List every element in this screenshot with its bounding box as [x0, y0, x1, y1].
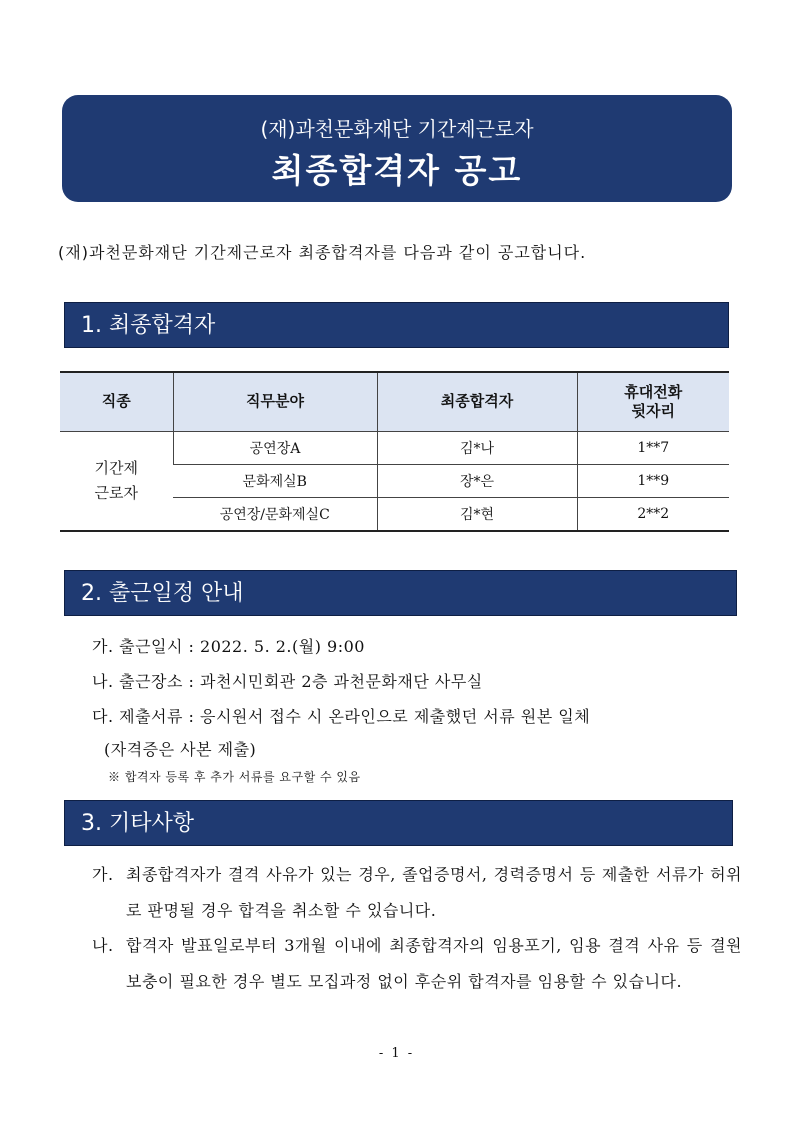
list-item: 다. 제출서류 : 응시원서 접수 시 온라인으로 제출했던 서류 원본 일체 [92, 707, 591, 726]
finalist-name-cell: 장*은 [377, 465, 577, 498]
page-number: - 1 - [378, 1046, 415, 1061]
section-1-heading: 1. 최종합격자 [64, 302, 729, 348]
page-title: 최종합격자 공고 [271, 151, 523, 190]
job-field-cell: 문화제실B [173, 465, 377, 498]
col-header-job-type: 직종 [60, 372, 173, 432]
phone-digits-cell: 2**2 [577, 498, 729, 532]
item-marker: 나. [92, 936, 114, 955]
list-item: 가. 출근일시 : 2022. 5. 2.(월) 9:00 [92, 637, 365, 656]
note-text: ※ 합격자 등록 후 추가 서류를 요구할 수 있음 [108, 770, 361, 784]
list-item: (자격증은 사본 제출) [104, 740, 257, 759]
job-field-cell: 공연장/문화제실C [173, 498, 377, 532]
intro-text: (재)과천문화재단 기간제근로자 최종합격자를 다음과 같이 공고합니다. [58, 243, 587, 262]
finalist-table [60, 371, 729, 532]
finalist-name-cell: 김*현 [377, 498, 577, 532]
job-type-cell: 기간제 근로자 [60, 432, 173, 532]
col-header-phone-digits: 휴대전화 뒷자리 [577, 372, 729, 432]
list-item [92, 928, 742, 1000]
section-2-heading: 2. 출근일정 안내 [64, 570, 737, 616]
banner-subtitle: (재)과천문화재단 기간제근로자 [260, 117, 534, 141]
list-item: 나. 출근장소 : 과천시민회관 2층 과천문화재단 사무실 [92, 672, 483, 691]
table-header-row [60, 372, 729, 432]
col-header-job-field: 직무분야 [173, 372, 377, 432]
table-row [60, 432, 729, 465]
list-item [92, 857, 742, 929]
item-marker: 가. [92, 865, 114, 884]
item-text: 최종합격자가 결격 사유가 있는 경우, 졸업증명서, 경력증명서 등 제출한 서류가 허위로 판명될 경우 합격을 취소할 수 있습니다. [126, 865, 742, 920]
col-header-finalist: 최종합격자 [377, 372, 577, 432]
item-text: 합격자 발표일로부터 3개월 이내에 최종합격자의 임용포기, 임용 결격 사유 등 결원 보충이 필요한 경우 별도 모집과정 없이 후순위 합격자를 임용할 수 있습니다. [126, 936, 742, 991]
section-3-heading: 3. 기타사항 [64, 800, 733, 846]
title-banner [62, 95, 732, 202]
phone-digits-cell: 1**9 [577, 465, 729, 498]
phone-digits-cell: 1**7 [577, 432, 729, 465]
job-field-cell: 공연장A [173, 432, 377, 465]
finalist-name-cell: 김*나 [377, 432, 577, 465]
